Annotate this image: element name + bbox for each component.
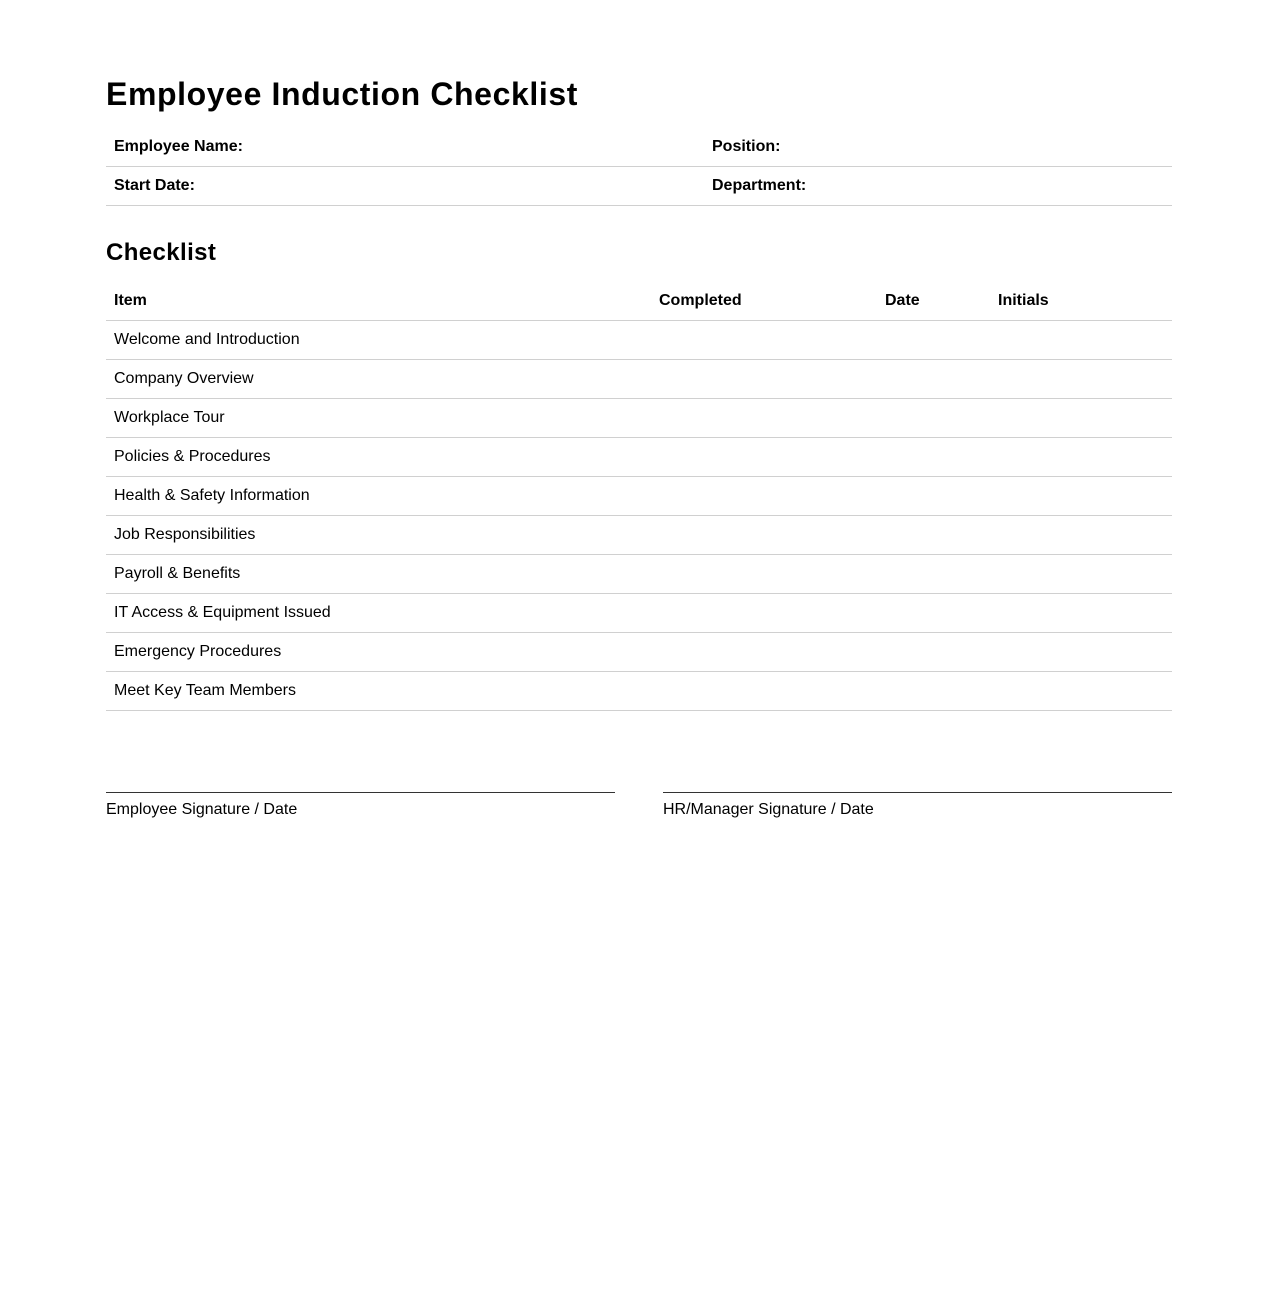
initials-cell <box>990 477 1172 516</box>
item-cell: Welcome and Introduction <box>106 321 651 360</box>
table-row <box>106 672 1172 711</box>
column-header-completed: Completed <box>651 282 877 321</box>
table-row <box>106 321 1172 360</box>
department-field: Department: <box>704 167 1172 206</box>
manager-signature-line <box>663 792 1172 819</box>
start-date-field: Start Date: <box>106 167 704 206</box>
checklist-heading: Checklist <box>106 239 217 266</box>
table-row <box>106 555 1172 594</box>
initials-cell <box>990 516 1172 555</box>
date-cell <box>877 477 990 516</box>
employee-name-field: Employee Name: <box>106 128 704 167</box>
completed-cell <box>651 321 877 360</box>
item-cell: IT Access & Equipment Issued <box>106 594 651 633</box>
completed-cell <box>651 594 877 633</box>
item-cell: Policies & Procedures <box>106 438 651 477</box>
date-cell <box>877 594 990 633</box>
initials-cell <box>990 321 1172 360</box>
completed-cell <box>651 399 877 438</box>
item-cell: Company Overview <box>106 360 651 399</box>
item-cell: Emergency Procedures <box>106 633 651 672</box>
column-header-item: Item <box>106 282 651 321</box>
table-row <box>106 633 1172 672</box>
date-cell <box>877 399 990 438</box>
position-field: Position: <box>704 128 1172 167</box>
initials-cell <box>990 555 1172 594</box>
checklist-table <box>106 282 1172 711</box>
completed-cell <box>651 360 877 399</box>
initials-cell <box>990 672 1172 711</box>
employee-signature-label: Employee Signature / Date <box>106 801 298 818</box>
table-row <box>106 516 1172 555</box>
item-cell: Payroll & Benefits <box>106 555 651 594</box>
info-row <box>106 167 1172 206</box>
checklist-header-row <box>106 282 1172 321</box>
completed-cell <box>651 477 877 516</box>
date-cell <box>877 360 990 399</box>
item-cell: Health & Safety Information <box>106 477 651 516</box>
table-row <box>106 477 1172 516</box>
table-row <box>106 438 1172 477</box>
table-row <box>106 399 1172 438</box>
table-row <box>106 594 1172 633</box>
page-title: Employee Induction Checklist <box>106 76 579 112</box>
column-header-date: Date <box>877 282 990 321</box>
item-cell: Meet Key Team Members <box>106 672 651 711</box>
completed-cell <box>651 672 877 711</box>
employee-info-table <box>106 128 1172 206</box>
date-cell <box>877 438 990 477</box>
employee-signature-line <box>106 792 615 819</box>
initials-cell <box>990 399 1172 438</box>
initials-cell <box>990 594 1172 633</box>
item-cell: Workplace Tour <box>106 399 651 438</box>
table-row <box>106 360 1172 399</box>
completed-cell <box>651 555 877 594</box>
initials-cell <box>990 633 1172 672</box>
info-row <box>106 128 1172 167</box>
manager-signature-label: HR/Manager Signature / Date <box>663 801 874 818</box>
date-cell <box>877 555 990 594</box>
date-cell <box>877 672 990 711</box>
date-cell <box>877 633 990 672</box>
item-cell: Job Responsibilities <box>106 516 651 555</box>
initials-cell <box>990 360 1172 399</box>
completed-cell <box>651 633 877 672</box>
date-cell <box>877 516 990 555</box>
completed-cell <box>651 438 877 477</box>
initials-cell <box>990 438 1172 477</box>
column-header-initials: Initials <box>990 282 1172 321</box>
completed-cell <box>651 516 877 555</box>
date-cell <box>877 321 990 360</box>
